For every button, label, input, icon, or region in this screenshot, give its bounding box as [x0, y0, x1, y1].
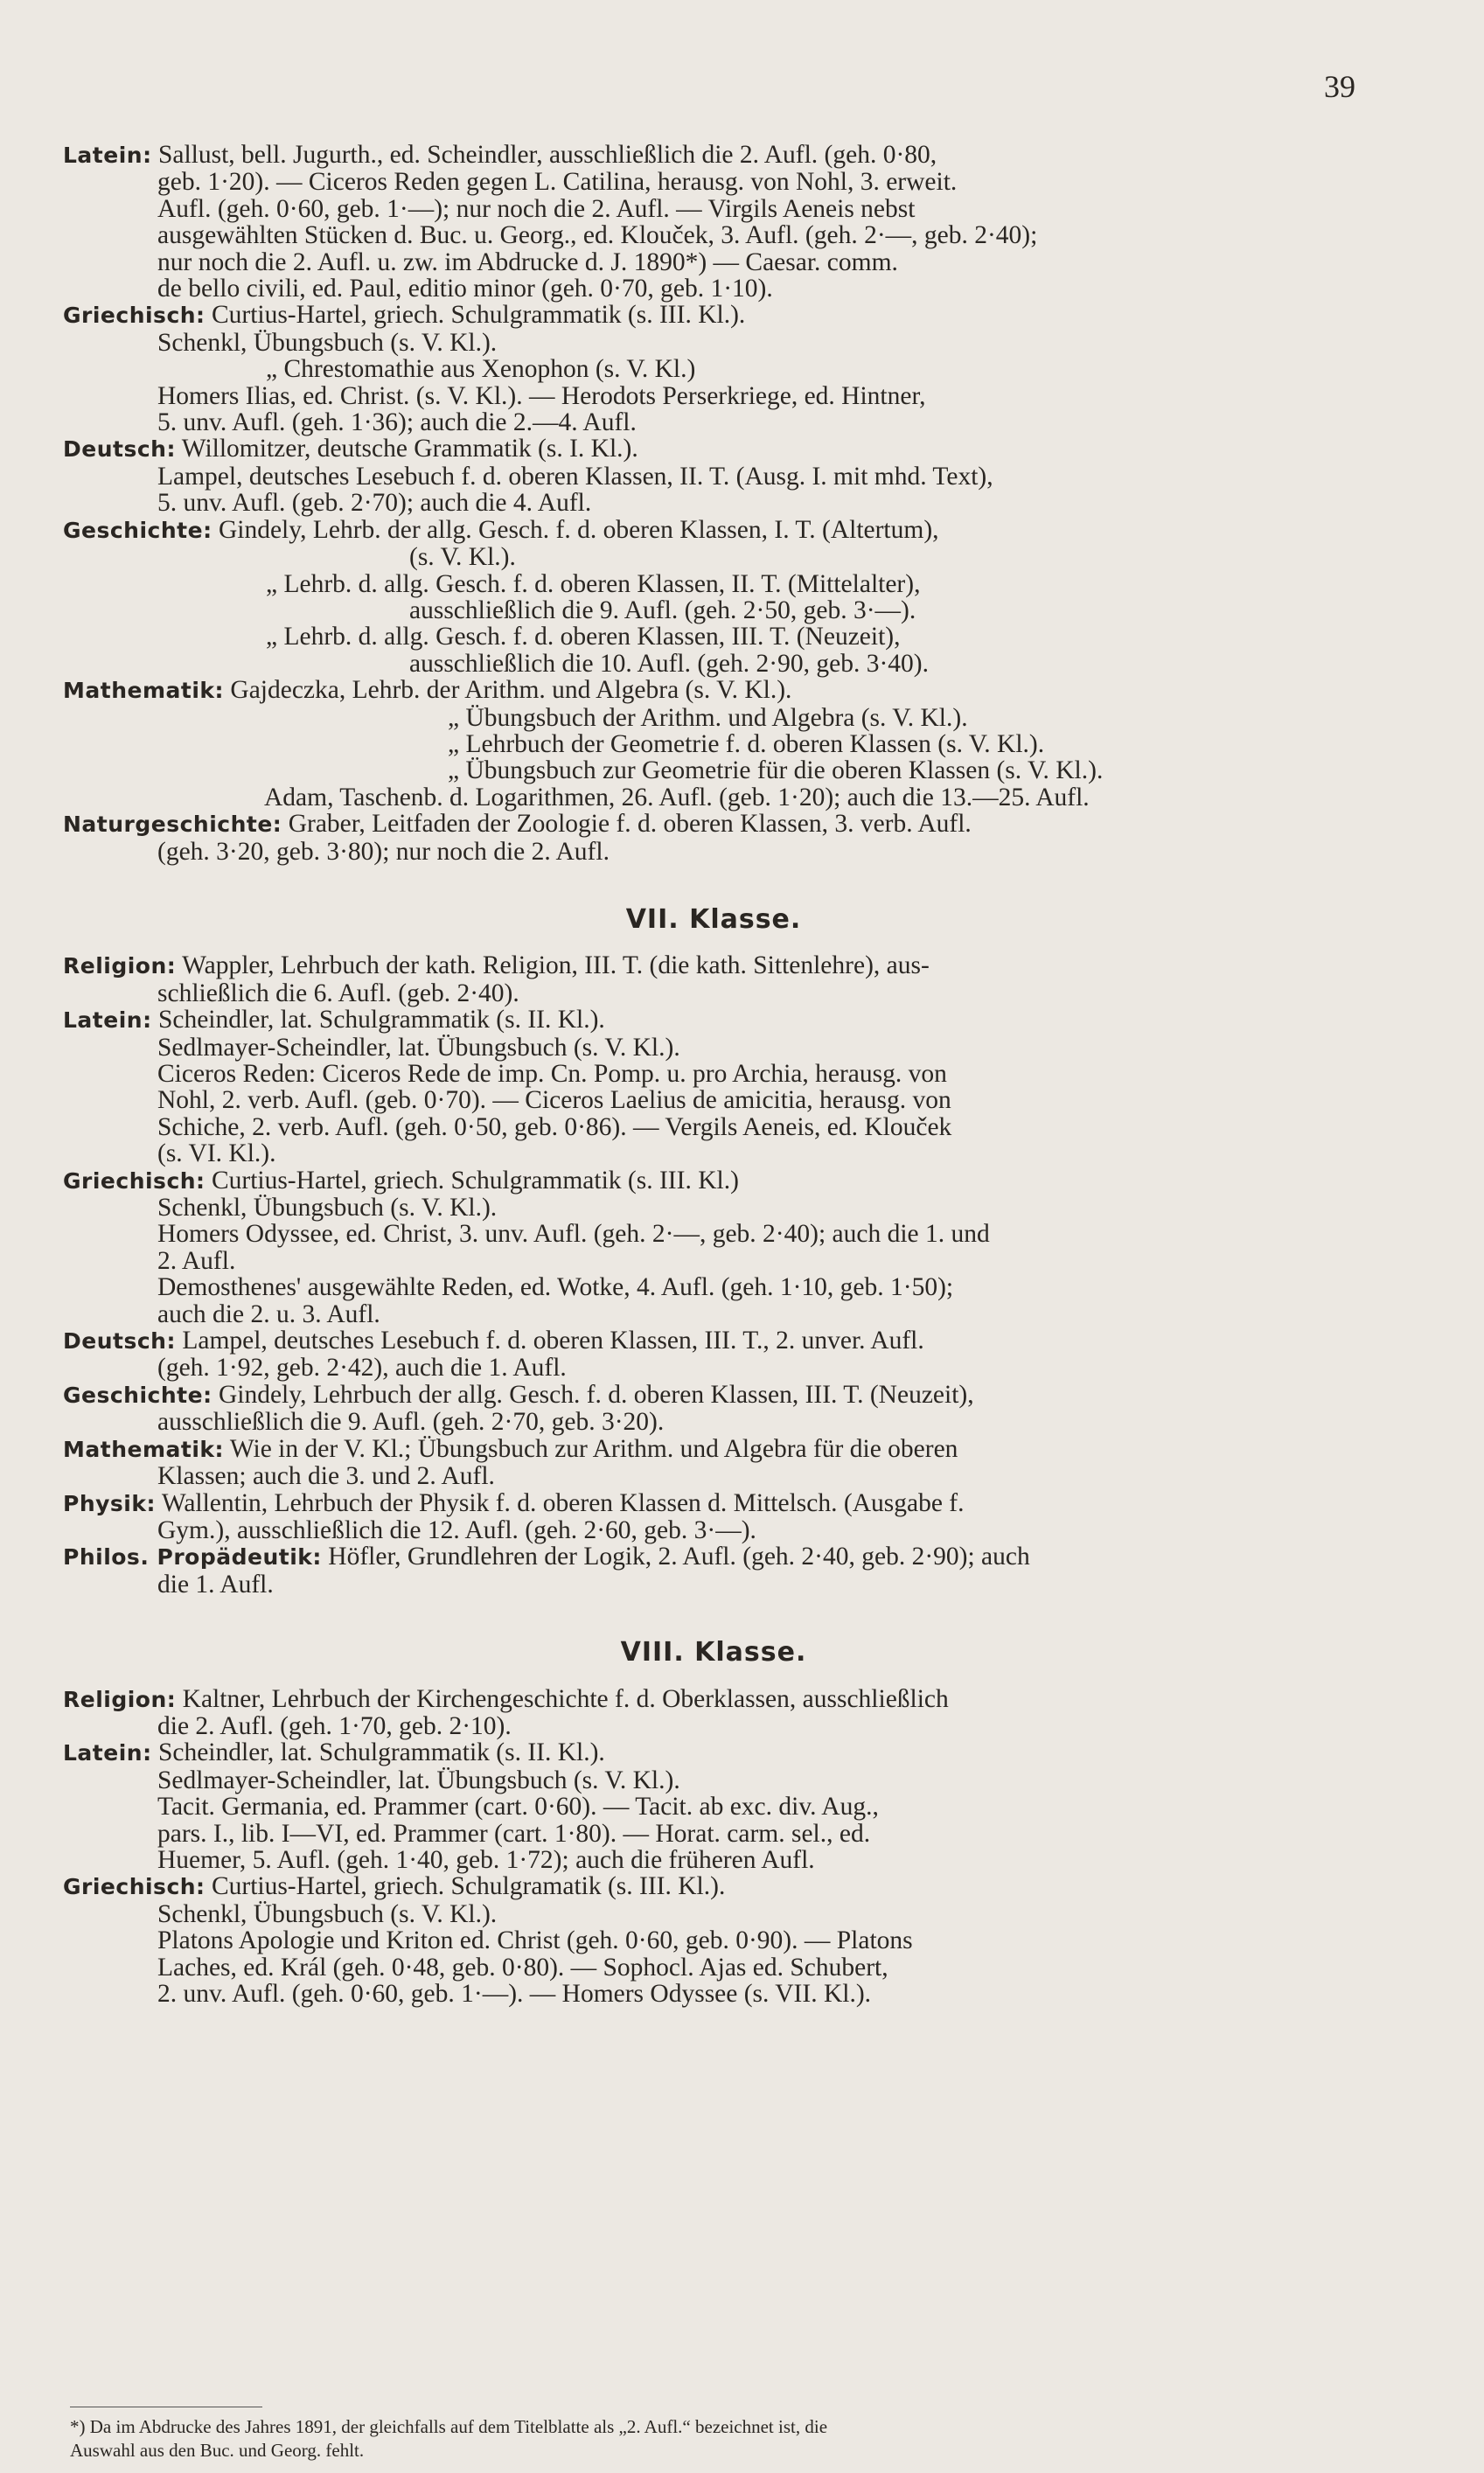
entry-line [63, 383, 1364, 409]
entry-line [63, 275, 1364, 302]
entry-text: ausschließlich die 9. Aufl. (geh. 2·50, geb. 3·—). [409, 596, 916, 624]
entry-line [63, 517, 1364, 544]
entry-text: Gindely, Lehrb. der allg. Gesch. f. d. oberen Klassen, I. T. (Altertum), [218, 515, 939, 544]
entry-text: (geh. 3·20, geb. 3·80); nur noch die 2. Aufl. [157, 837, 610, 866]
entry-line [63, 1007, 1364, 1034]
subject-entry [63, 1007, 1364, 1167]
section-title: VII. Klasse. [625, 903, 802, 935]
entry-line [63, 1821, 1364, 1847]
entry-line [63, 1274, 1364, 1300]
subject-entry [63, 1436, 1364, 1490]
entry-line [63, 1517, 1364, 1543]
entry-line [63, 356, 1364, 382]
entry-line [63, 1713, 1364, 1739]
entry-text: „ Übungsbuch der Arithm. und Algebra (s. V. Kl.). [448, 703, 968, 732]
booklist-content [63, 142, 1364, 2007]
entry-text: die 2. Aufl. (geh. 1·70, geb. 2·10). [157, 1711, 512, 1740]
subject-entry [63, 811, 1364, 865]
entry-line [63, 1114, 1364, 1140]
subject-entry [63, 142, 1364, 302]
entry-text: Klassen; auch die 3. und 2. Aufl. [157, 1462, 495, 1491]
entry-text: 2. Aufl. [157, 1246, 236, 1275]
subject-entry [63, 1686, 1364, 1740]
subject-entry [63, 677, 1364, 811]
entry-text: Graber, Leitfaden der Zoologie f. d. oberen Klassen, 3. verb. Aufl. [288, 810, 972, 839]
entry-line [63, 330, 1364, 356]
entry-line [63, 1739, 1364, 1766]
entry-text: Curtius-Hartel, griech. Schulgramatik (s. III. Kl.). [211, 1872, 726, 1901]
entry-line [63, 839, 1364, 865]
entry-text: Demosthenes' ausgewählte Reden, ed. Wotke, 4. Aufl. (geh. 1·10, geb. 1·50); [157, 1273, 954, 1302]
entry-text: Scheindler, lat. Schulgrammatik (s. II. Kl.). [157, 1738, 605, 1767]
entry-text: pars. I., lib. I—VI, ed. Prammer (cart. 1·80). — Horat. carm. sel., ed. [157, 1819, 871, 1848]
entry-text: 5. unv. Aufl. (geh. 1·36); auch die 2.—4. Aufl. [157, 408, 637, 437]
subject-entry [63, 1490, 1364, 1544]
entry-line [63, 1490, 1364, 1517]
page-number: 39 [1324, 69, 1355, 104]
entry-line [63, 1409, 1364, 1435]
entry-line [63, 1034, 1364, 1061]
entry-text: Huemer, 5. Aufl. (geh. 1·40, geb. 1·72); auch die früheren Aufl. [157, 1845, 815, 1874]
subject-entry [63, 1739, 1364, 1873]
entry-text: Aufl. (geh. 0·60, geb. 1·—); nur noch die 2. Aufl. — Virgils Aeneis nebst [157, 194, 916, 223]
entry-line [63, 1463, 1364, 1489]
entry-text: (s. V. Kl.). [409, 543, 516, 572]
entry-line [63, 1767, 1364, 1794]
entry-text: ausschließlich die 9. Aufl. (geh. 2·70, geb. 3·20). [157, 1408, 665, 1437]
entry-text: nur noch die 2. Aufl. u. zw. im Abdrucke d. J. 1890*) — Caesar. comm. [157, 247, 898, 276]
entry-text: Schenkl, Übungsbuch (s. V. Kl.). [157, 328, 498, 357]
entry-line [63, 784, 1364, 811]
entry-text: „ Lehrb. d. allg. Gesch. f. d. oberen Klassen, II. T. (Mittelalter), [266, 569, 921, 598]
subject-entry [63, 435, 1364, 516]
footnote-line: Auswahl aus den Buc. und Georg. fehlt. [70, 2440, 365, 2461]
entry-line [63, 222, 1364, 248]
subject-entry [63, 1382, 1364, 1436]
subject-entry [63, 302, 1364, 435]
entry-line [63, 677, 1364, 704]
entry-text: Wappler, Lehrbuch der kath. Religion, III. T. (die kath. Sittenlehre), aus- [182, 951, 930, 980]
subject-label: Religion: [63, 1686, 177, 1712]
entry-text: Schenkl, Übungsbuch (s. V. Kl.). [157, 1899, 498, 1928]
entry-line [63, 1355, 1364, 1381]
entry-text: auch die 2. u. 3. Aufl. [157, 1299, 380, 1328]
entry-line [63, 651, 1364, 677]
entry-line [63, 409, 1364, 435]
entry-text: ausgewählten Stücken d. Buc. u. Georg., ed. Klouček, 3. Aufl. (geh. 2·—, geb. 2·40); [157, 221, 1038, 250]
entry-line [63, 196, 1364, 222]
entry-line [63, 544, 1364, 570]
entry-line [63, 463, 1364, 490]
entry-text: Adam, Taschenb. d. Logarithmen, 26. Aufl. (geb. 1·20); auch die 13.—25. Aufl. [264, 783, 1090, 812]
subject-entry [63, 517, 1364, 677]
entry-text: Platons Apologie und Kriton ed. Christ (geh. 0·60, geb. 0·90). — Platons [157, 1926, 913, 1955]
entry-line [63, 1954, 1364, 1981]
entry-line [63, 952, 1364, 979]
subject-label: Mathematik: [63, 678, 225, 704]
entry-text: „ Lehrb. d. allg. Gesch. f. d. oberen Klassen, III. T. (Neuzeit), [266, 623, 901, 651]
entry-text: Sallust, bell. Jugurth., ed. Scheindler, ausschließlich die 2. Aufl. (geh. 0·80, [157, 141, 937, 169]
subject-label: Griechisch: [63, 303, 206, 329]
entry-line [63, 731, 1364, 757]
entry-line [63, 1571, 1364, 1598]
entry-text: Lampel, deutsches Lesebuch f. d. oberen Klassen, III. T., 2. unver. Aufl. [182, 1327, 924, 1355]
subject-label: Naturgeschichte: [63, 812, 282, 838]
entry-text: Kaltner, Lehrbuch der Kirchengeschichte f. d. Oberklassen, ausschließlich [182, 1684, 949, 1713]
entry-line [63, 1873, 1364, 1900]
entry-line [63, 1221, 1364, 1247]
subject-entry [63, 1327, 1364, 1382]
entry-text: Homers Ilias, ed. Christ. (s. V. Kl.). — Herodots Perserkriege, ed. Hintner, [157, 381, 926, 410]
subject-label: Griechisch: [63, 1167, 206, 1194]
entry-line [63, 169, 1364, 195]
subject-label: Deutsch: [63, 1328, 176, 1355]
entry-text: die 1. Aufl. [157, 1570, 274, 1599]
entry-line [63, 1087, 1364, 1113]
entry-text: Höfler, Grundlehren der Logik, 2. Aufl. (geh. 2·40, geb. 2·90); auch [328, 1543, 1030, 1571]
footnote [70, 2415, 1355, 2463]
entry-line [63, 1543, 1364, 1571]
entry-line [63, 490, 1364, 516]
entry-text: Scheindler, lat. Schulgrammatik (s. II. Kl.). [157, 1006, 605, 1034]
entry-text: Willomitzer, deutsche Grammatik (s. I. Kl.). [181, 435, 638, 463]
entry-text: (s. VI. Kl.). [157, 1139, 276, 1168]
entry-text: Sedlmayer-Scheindler, lat. Übungsbuch (s. V. Kl.). [157, 1033, 680, 1062]
entry-line [63, 757, 1364, 784]
entry-text: Wie in der V. Kl.; Übungsbuch zur Arithm. und Algebra für die oberen [229, 1434, 958, 1463]
entry-line [63, 1248, 1364, 1274]
entry-text: Tacit. Germania, ed. Prammer (cart. 0·60). — Tacit. ab exc. div. Aug., [157, 1793, 879, 1822]
entry-text: Gindely, Lehrbuch der allg. Gesch. f. d. oberen Klassen, III. T. (Neuzeit), [218, 1380, 974, 1409]
entry-line [63, 1382, 1364, 1409]
subject-entry [63, 952, 1364, 1007]
section-title: VIII. Klasse. [620, 1637, 807, 1668]
entry-line [63, 1686, 1364, 1713]
subject-label: Latein: [63, 1740, 152, 1766]
subject-entry [63, 1167, 1364, 1327]
entry-line [63, 811, 1364, 838]
entry-line [63, 1327, 1364, 1355]
entry-line [63, 1794, 1364, 1820]
entry-text: Homers Odyssee, ed. Christ, 3. unv. Aufl. (geh. 2·—, geb. 2·40); auch die 1. und [157, 1220, 990, 1249]
entry-text: 5. unv. Aufl. (geb. 2·70); auch die 4. Aufl. [157, 489, 592, 518]
entry-text: ausschließlich die 10. Aufl. (geh. 2·90, geb. 3·40). [409, 649, 929, 678]
entry-line [63, 1981, 1364, 2007]
entry-text: Sedlmayer-Scheindler, lat. Übungsbuch (s. V. Kl.). [157, 1766, 680, 1794]
subject-entry [63, 1543, 1364, 1598]
subject-label: Mathematik: [63, 1436, 225, 1462]
entry-text: „ Chrestomathie aus Xenophon (s. V. Kl.) [266, 355, 696, 384]
subject-label: Griechisch: [63, 1874, 206, 1900]
subject-label: Geschichte: [63, 1382, 212, 1408]
entry-line [63, 142, 1364, 169]
entry-text: Schiche, 2. verb. Aufl. (geh. 0·50, geb. 0·86). — Vergils Aeneis, ed. Klouček [157, 1112, 952, 1141]
entry-line [63, 623, 1364, 650]
entry-line [63, 302, 1364, 329]
footnote-line: *) Da im Abdrucke des Jahres 1891, der gleichfalls auf dem Titelblatte als „2. Aufl.“ bezeichnet ist, die [70, 2416, 828, 2437]
entry-text: Curtius-Hartel, griech. Schulgrammatik (s. III. Kl.) [211, 1166, 739, 1195]
entry-text: de bello civili, ed. Paul, editio minor (geh. 0·70, geb. 1·10). [157, 275, 773, 303]
entry-line [63, 1195, 1364, 1221]
entry-line [63, 980, 1364, 1007]
entry-text: geb. 1·20). — Ciceros Reden gegen L. Catilina, herausg. von Nohl, 3. erweit. [157, 168, 958, 197]
entry-text: Nohl, 2. verb. Aufl. (geb. 0·70). — Ciceros Laelius de amicitia, herausg. von [157, 1086, 951, 1115]
entry-line [63, 1301, 1364, 1327]
subject-label: Latein: [63, 1007, 152, 1034]
entry-line [63, 1847, 1364, 1873]
entry-line [63, 1901, 1364, 1927]
entry-line [63, 705, 1364, 731]
entry-line [63, 1436, 1364, 1463]
entry-text: schließlich die 6. Aufl. (geb. 2·40). [157, 979, 519, 1007]
entry-text: „ Lehrbuch der Geometrie f. d. oberen Klassen (s. V. Kl.). [448, 729, 1045, 758]
entry-line [63, 249, 1364, 275]
entry-line [63, 1927, 1364, 1954]
entry-line [63, 571, 1364, 597]
entry-text: Wallentin, Lehrbuch der Physik f. d. oberen Klassen d. Mittelsch. (Ausgabe f. [161, 1488, 965, 1517]
entry-line [63, 597, 1364, 623]
subject-label: Physik: [63, 1490, 156, 1516]
subject-label: Philos. Propädeutik: [63, 1544, 322, 1571]
entry-text: (geh. 1·92, geb. 2·42), auch die 1. Aufl. [157, 1354, 567, 1383]
entry-text: Lampel, deutsches Lesebuch f. d. oberen Klassen, II. T. (Ausg. I. mit mhd. Text), [157, 462, 993, 491]
entry-text: Laches, ed. Král (geh. 0·48, geb. 0·80). — Sophocl. Ajas ed. Schubert, [157, 1953, 888, 1982]
entry-text: „ Übungsbuch zur Geometrie für die oberen Klassen (s. V. Kl.). [448, 756, 1104, 785]
entry-line [63, 1061, 1364, 1087]
entry-text: 2. unv. Aufl. (geh. 0·60, geb. 1·—). — Homers Odyssee (s. VII. Kl.). [157, 1980, 872, 2008]
subject-label: Deutsch: [63, 436, 176, 463]
subject-entry [63, 1873, 1364, 2007]
subject-label: Latein: [63, 143, 152, 168]
subject-label: Geschichte: [63, 517, 212, 543]
subject-label: Religion: [63, 953, 177, 979]
entry-text: Schenkl, Übungsbuch (s. V. Kl.). [157, 1194, 498, 1223]
entry-line [63, 435, 1364, 463]
entry-text: Gym.), ausschließlich die 12. Aufl. (geh. 2·60, geb. 3·—). [157, 1515, 756, 1544]
entry-line [63, 1140, 1364, 1167]
entry-text: Gajdeczka, Lehrb. der Arithm. und Algebra (s. V. Kl.). [230, 676, 792, 705]
entry-line [63, 1167, 1364, 1195]
entry-text: Ciceros Reden: Ciceros Rede de imp. Cn. Pomp. u. pro Archia, herausg. von [157, 1060, 947, 1088]
entry-text: Curtius-Hartel, griech. Schulgrammatik (s. III. Kl.). [211, 301, 746, 330]
